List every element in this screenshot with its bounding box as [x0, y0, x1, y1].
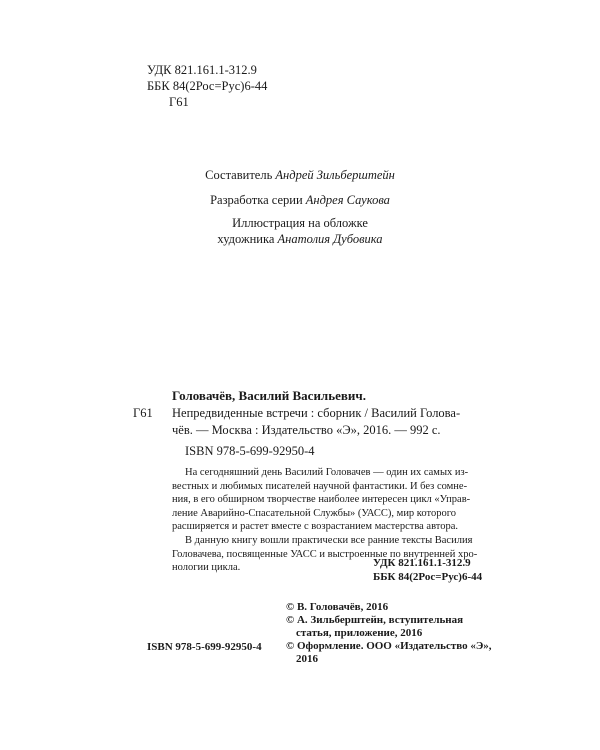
copyright-compiler: © А. Зильберштейн, вступительная — [286, 614, 464, 626]
copyright-block — [286, 601, 492, 666]
annotation-line: нологии цикла. — [172, 562, 241, 574]
bbk-code-bottom: ББК 84(2Рос=Рус)6-44 — [373, 571, 483, 583]
annotation-line: ния, в его обширном творчестве наиболее интересен цикл «Управ- — [172, 494, 471, 506]
compiler-label: Составитель — [205, 168, 273, 182]
series-credit — [0, 192, 600, 208]
copyright-author: © В. Головачёв, 2016 — [286, 601, 389, 613]
author-mark: Г61 — [169, 95, 189, 109]
udk-code: УДК 821.161.1-312.9 — [147, 63, 257, 77]
copyright-design-cont: 2016 — [296, 653, 318, 665]
illustration-credit — [0, 215, 600, 247]
artist-name: Анатолия Дубовика — [277, 232, 383, 246]
catalog-code: Г61 — [133, 406, 153, 420]
artist-line — [0, 231, 600, 247]
bbk-code: ББК 84(2Рос=Рус)6-44 — [147, 79, 268, 93]
bottom-classification-codes — [373, 556, 482, 584]
catalog-isbn: ISBN 978-5-699-92950-4 — [185, 444, 315, 458]
catalog-desc-line: Непредвиденные встречи : сборник / Василий Голова- — [172, 406, 461, 420]
catalog-desc-line: чёв. — Москва : Издательство «Э», 2016. — 992 с. — [172, 423, 441, 437]
copyright-design: © Оформление. ООО «Издательство «Э», — [286, 640, 492, 652]
top-classification-codes — [147, 62, 267, 110]
catalog-author: Головачёв, Василий Васильевич. — [172, 388, 366, 403]
isbn-bottom: ISBN 978-5-699-92950-4 — [147, 641, 262, 653]
copyright-compiler-cont: статья, приложение, 2016 — [296, 627, 423, 639]
artist-label: художника — [217, 232, 275, 246]
catalog-description — [172, 405, 472, 439]
annotation-line: расширяется и растет вместе с возрастанием мастерства автора. — [172, 521, 459, 533]
annotation-line: ление Аварийно-Спасательной Службы» (УАСС), мир которого — [172, 507, 456, 519]
udk-code-bottom: УДК 821.161.1-312.9 — [373, 557, 471, 569]
annotation-line: На сегодняшний день Василий Головачев — один их самых из- — [185, 467, 469, 478]
annotation-line: вестных и любимых писателей научной фантастики. И без сомне- — [172, 480, 468, 492]
illustration-label: Иллюстрация на обложке — [232, 216, 368, 230]
compiler-credit — [0, 167, 600, 183]
series-label: Разработка серии — [210, 193, 303, 207]
annotation-line: В данную книгу вошли практически все ранние тексты Василия — [185, 534, 473, 546]
annotation-line: Головачева, посвященные УАСС и выстроенные по внутренней хро- — [172, 548, 478, 560]
series-name: Андрея Саукова — [305, 193, 390, 207]
compiler-name: Андрей Зильберштейн — [275, 168, 395, 182]
